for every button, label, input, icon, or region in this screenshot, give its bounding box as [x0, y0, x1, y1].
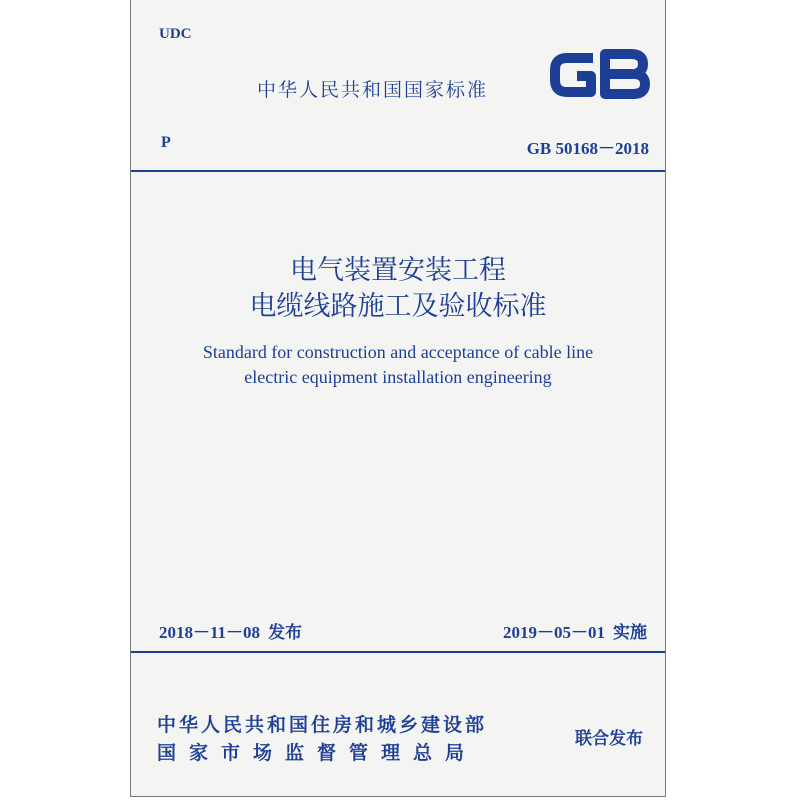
title-en-line2: electric equipment installation engineering: [244, 367, 552, 387]
udc-label: UDC: [159, 26, 192, 42]
standard-number: GB 50168－2018: [526, 139, 649, 158]
publish-label: 发布: [268, 623, 303, 643]
title-cn-line2: 电缆线路施工及验收标准: [249, 291, 547, 322]
national-standard-title: 中华人民共和国国家标准: [257, 79, 489, 101]
bottom-divider: [131, 651, 665, 653]
joint-issue-label: 联合发布: [575, 729, 643, 749]
effective-date-block: [503, 618, 647, 643]
gb-logo-g-glyph: [555, 58, 593, 92]
issuer-line2: 国家市场监督管理总局: [157, 742, 478, 764]
title-cn-line1: 电气装置安装工程: [290, 255, 506, 286]
classification-code: P: [161, 134, 171, 151]
effective-date: 2019－05－01: [503, 623, 605, 642]
top-divider: [131, 170, 665, 172]
gb-logo: [547, 46, 653, 102]
publish-date-block: [159, 618, 302, 643]
gb-logo-b-glyph: [605, 54, 645, 94]
title-en-line1: Standard for construction and acceptance of cable line: [202, 342, 594, 362]
effective-label: 实施: [613, 623, 647, 643]
publish-date: 2018－11－08: [159, 623, 261, 642]
issuer-line1: 中华人民共和国住房和城乡建设部: [157, 714, 488, 736]
standard-cover: [130, 0, 666, 797]
